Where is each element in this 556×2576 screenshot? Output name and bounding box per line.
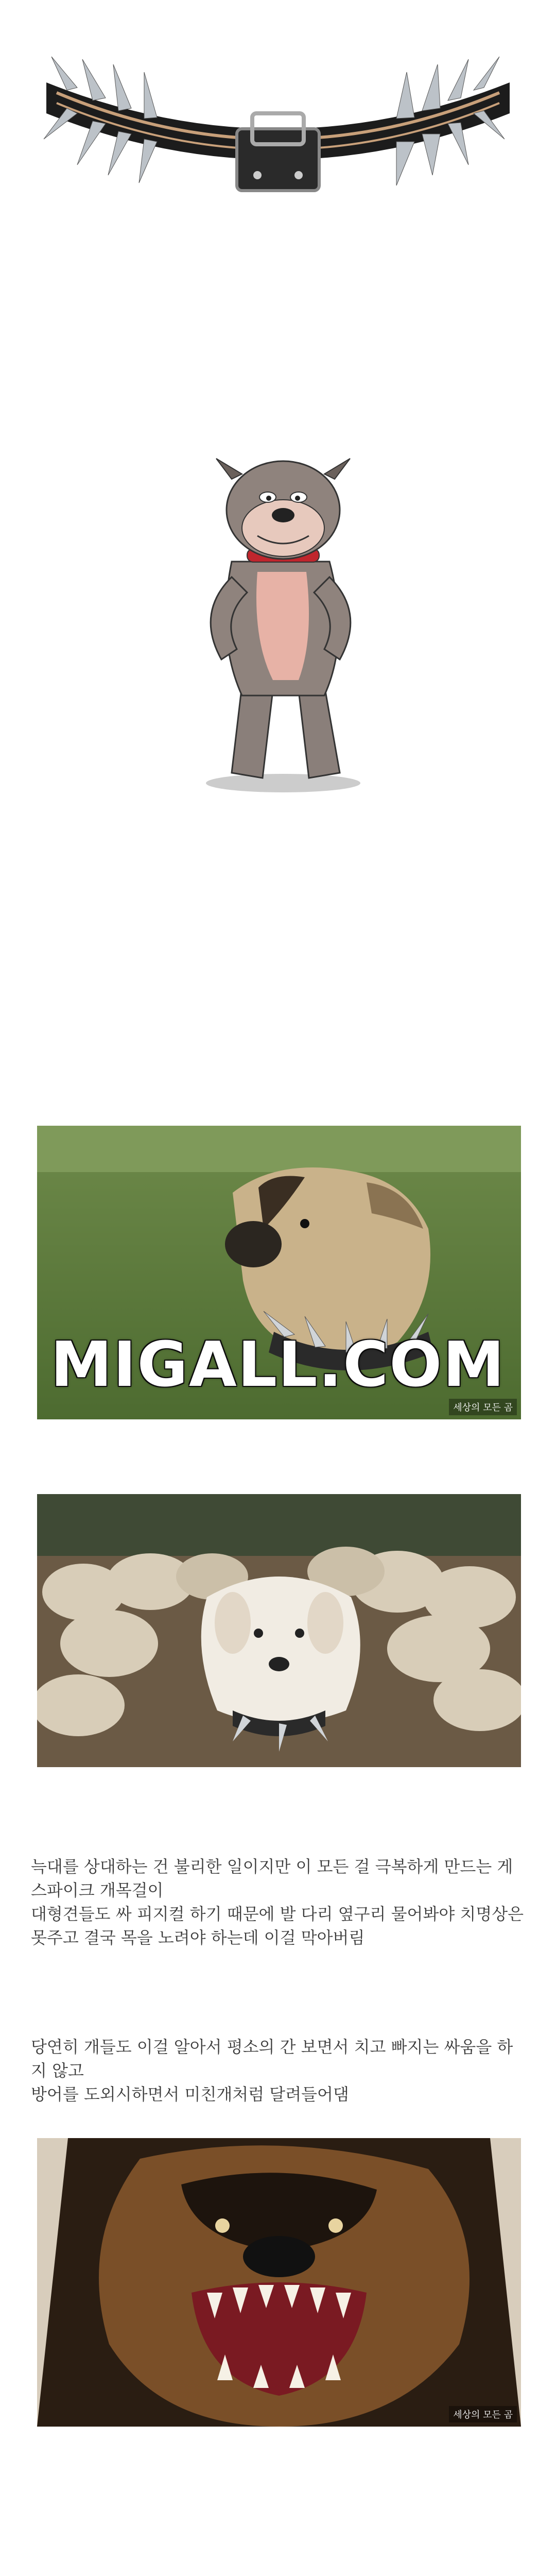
spiked-collar-photo [36,36,520,227]
site-watermark: MIGALL.COM [50,1329,506,1401]
paragraph-dogs-charge: 당연히 개들도 이걸 알아서 평소의 간 보면서 치고 빠지는 싸움을 하지 않고 방어를 도외시하면서 미친개처럼 달려들어댐 [31,2037,513,2104]
cartoon-bulldog-illustration [175,443,391,804]
image-source-caption: 세상의 모든 곰 [449,2406,517,2422]
paragraph-spiked-collar-explanation: 늑대를 상대하는 건 불리한 일이지만 이 모든 걸 극복하게 만드는 게 스파이크 개목걸이 대형견들도 싸 피지컬 하기 때문에 발 다리 옆구리 물어봐야 치명상은 못주고 결국 목을 노려야 하는데 이걸 막아버림 [31,1857,524,1947]
image-source-caption: 세상의 모든 곰 [449,1399,517,1415]
snarling-dog-photo [37,2138,521,2427]
guard-dog-with-sheep-photo [37,1494,521,1767]
